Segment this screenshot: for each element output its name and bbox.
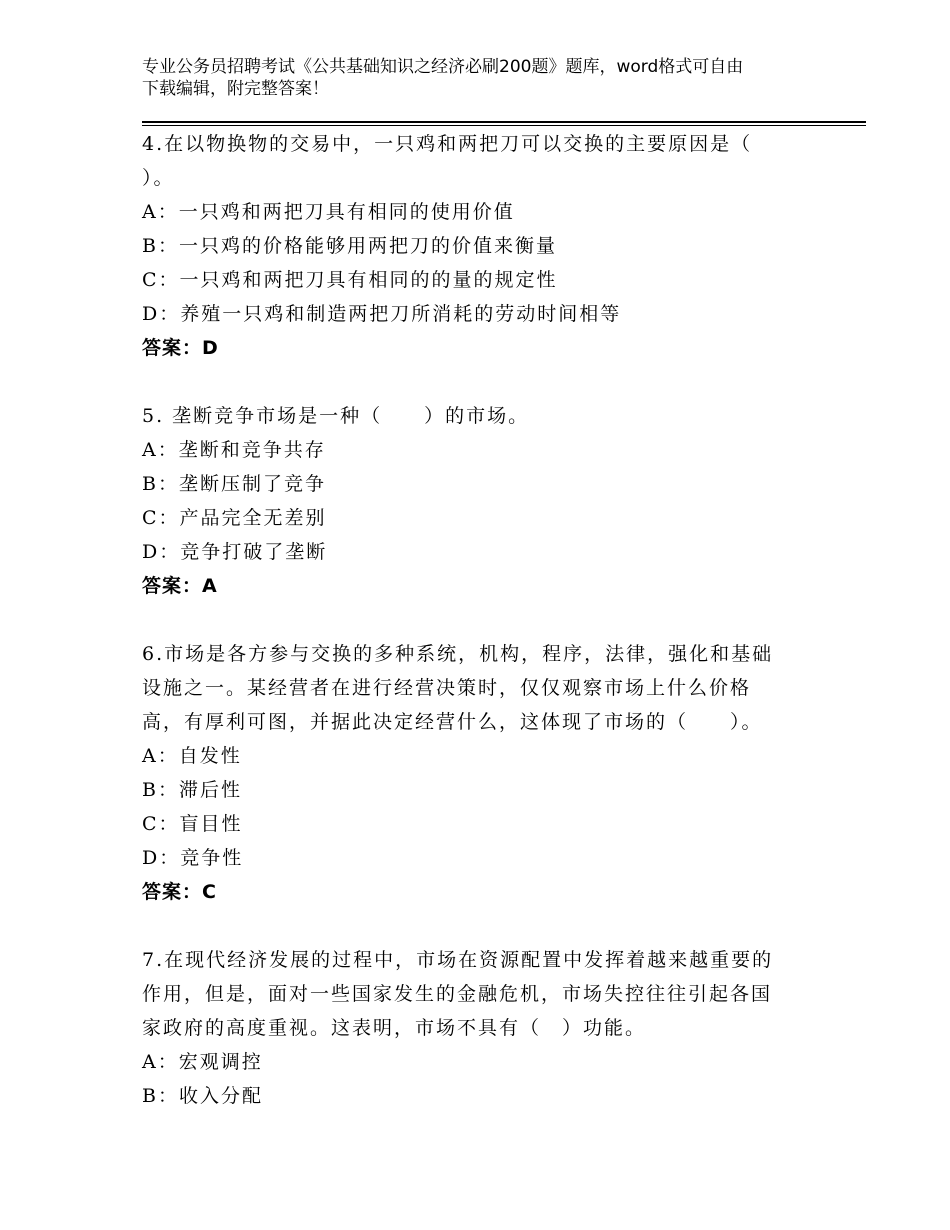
question-spacer [142,909,822,943]
question-text: 7.在现代经济发展的过程中，市场在资源配置中发挥着越来越重要的 [142,949,774,971]
question-text: 4.在以物换物的交易中，一只鸡和两把刀可以交换的主要原因是（ [142,133,753,155]
answer-option: C：产品完全无差别 [142,507,327,529]
answer-option: B：一只鸡的价格能够用两把刀的价值来衡量 [142,235,557,257]
answer-option: A：宏观调控 [142,1051,263,1073]
question-text: ）。 [142,167,175,189]
answer-option: C：盲目性 [142,813,243,835]
question-text: 6.市场是各方参与交换的多种系统，机构，程序，法律，强化和基础 [142,643,774,665]
question-text: 5. 垄断竞争市场是一种（ ）的市场。 [142,405,530,427]
document-header [142,56,812,100]
question-text: 作用，但是，面对一些国家发生的金融危机，市场失控往往引起各国 [142,983,773,1005]
header-divider-thick [142,121,866,123]
header-line-2: 下载编辑，附完整答案！ [142,79,329,99]
question-block [142,637,822,909]
question-block [142,399,822,603]
answer-option: A：一只鸡和两把刀具有相同的使用价值 [142,201,515,223]
answer-key: 答案：C [142,881,217,903]
question-text: 设施之一。某经营者在进行经营决策时，仅仅观察市场上什么价格 [142,677,752,699]
answer-key: 答案：D [142,337,219,359]
question-text: 高，有厚利可图，并据此决定经营什么，这体现了市场的（ ）。 [142,711,763,733]
question-block [142,127,822,365]
answer-option: D：竞争性 [142,847,244,869]
question-list [142,127,822,1113]
answer-option: B：滞后性 [142,779,242,801]
question-text: 家政府的高度重视。这表明，市场不具有（ ）功能。 [142,1017,647,1039]
answer-option: A：自发性 [142,745,242,767]
answer-option: A：垄断和竞争共存 [142,439,326,461]
question-spacer [142,603,822,637]
header-line-1: 专业公务员招聘考试《公共基础知识之经济必刷200题》题库，word格式可自由 [142,57,744,77]
answer-option: D：养殖一只鸡和制造两把刀所消耗的劳动时间相等 [142,303,622,325]
answer-option: D：竞争打破了垄断 [142,541,328,563]
question-block [142,943,822,1113]
answer-option: C：一只鸡和两把刀具有相同的的量的规定性 [142,269,558,291]
answer-option: B：收入分配 [142,1085,263,1107]
answer-key: 答案：A [142,575,218,597]
answer-option: B：垄断压制了竞争 [142,473,326,495]
question-spacer [142,365,822,399]
header-divider-thin [142,125,866,126]
